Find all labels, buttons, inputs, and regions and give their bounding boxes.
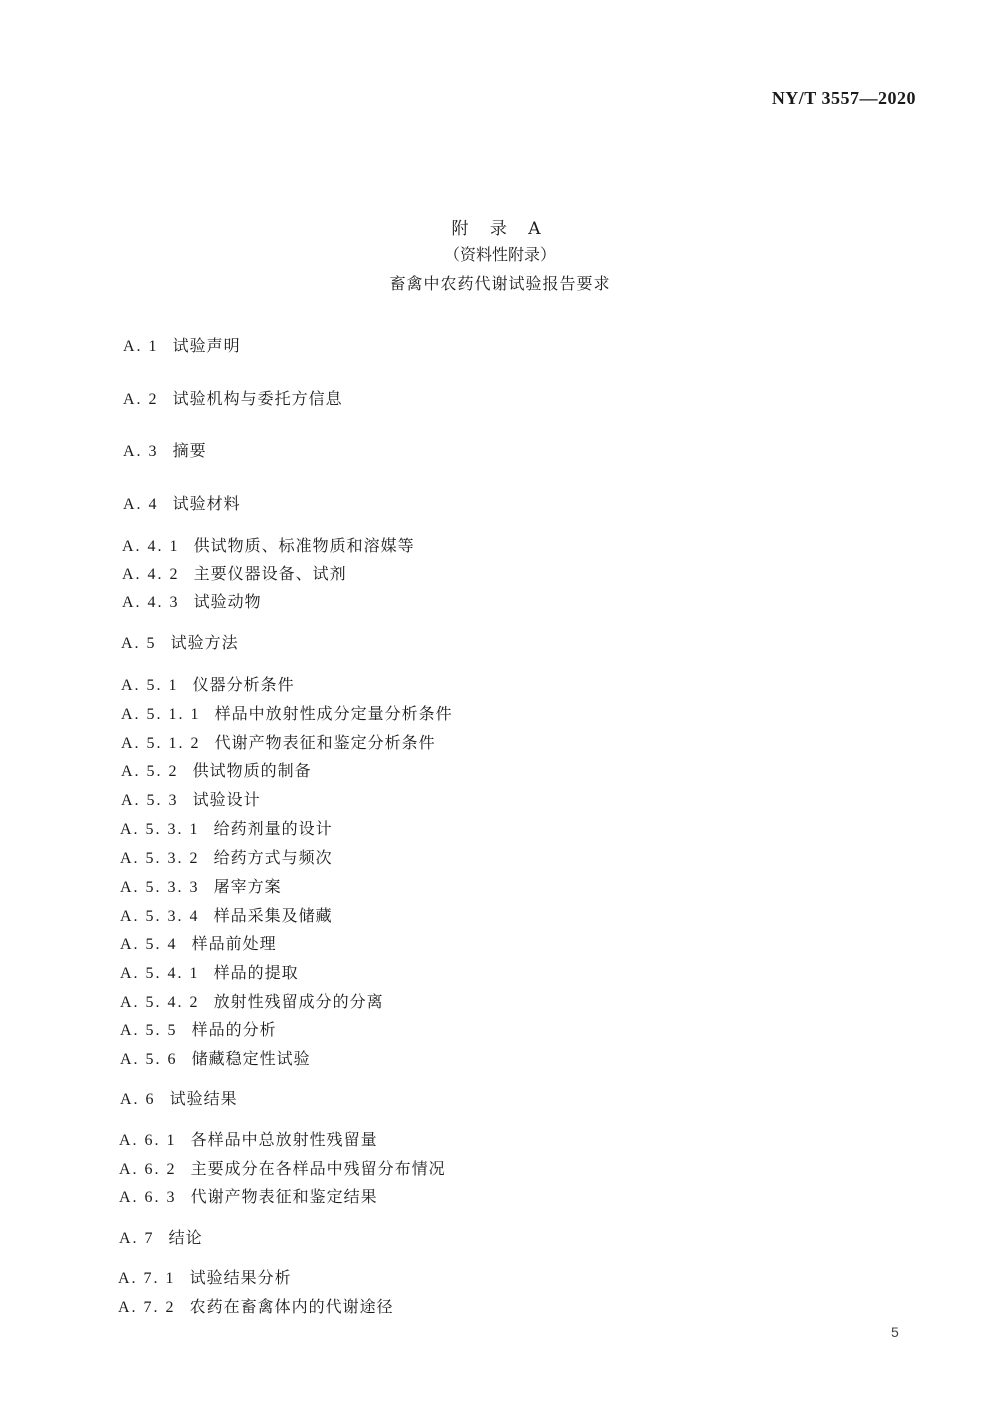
toc-number: A. 5. 3. 1 [120,821,200,838]
toc-number: A. 5. 5 [120,1022,178,1039]
toc-number: A. 5. 4 [120,936,178,953]
toc-title: 试验机构与委托方信息 [172,389,343,408]
toc-title: 试验动物 [193,592,262,611]
toc-title: 代谢产物表征和鉴定分析条件 [214,733,436,752]
toc-item [120,962,299,985]
toc-number: A. 5. 6 [120,1051,178,1068]
toc-item [119,1129,378,1152]
appendix-subtitle: （资料性附录） [443,245,556,264]
toc-title: 农药在畜禽体内的代谢途径 [189,1297,394,1316]
toc-item [121,789,261,812]
toc-item [118,1267,292,1290]
standard-code: NY/T 3557—2020 [771,88,916,108]
toc-item [121,703,453,726]
toc-number: A. 5. 3 [121,792,179,809]
toc-title: 样品的分析 [191,1020,277,1039]
appendix-name: 畜禽中农药代谢试验报告要求 [389,274,611,293]
toc-number: A. 3 [123,443,159,460]
toc-title: 供试物质的制备 [192,761,312,780]
toc-title: 摘要 [172,441,207,460]
toc-item [122,563,347,586]
toc-number: A. 6. 2 [119,1161,177,1178]
toc-item [123,493,241,516]
toc-item [120,905,333,928]
toc-number: A. 5. 2 [121,763,179,780]
toc-item [120,991,384,1014]
toc-item [119,1186,378,1209]
toc-title: 试验方法 [170,633,239,652]
toc-item [122,535,415,558]
toc-item [121,632,239,655]
toc-title: 仪器分析条件 [192,675,295,694]
toc-item [123,335,241,358]
toc-number: A. 4 [123,496,159,513]
toc-number: A. 7. 2 [118,1299,176,1316]
toc-number: A. 5. 1. 1 [121,706,201,723]
toc-number: A. 4. 1 [122,538,180,555]
toc-number: A. 4. 2 [122,566,180,583]
toc-title: 试验材料 [172,494,241,513]
toc-item [120,847,333,870]
toc-title: 样品采集及储藏 [213,906,333,925]
toc-title: 放射性残留成分的分离 [213,992,384,1011]
toc-item [121,732,436,755]
toc-number: A. 5. 3. 3 [120,879,200,896]
toc-number: A. 5. 3. 2 [120,850,200,867]
toc-number: A. 5 [121,635,157,652]
toc-item [122,591,262,614]
toc-title: 储藏稳定性试验 [191,1049,311,1068]
toc-number: A. 1 [123,338,159,355]
toc-number: A. 5. 4. 2 [120,994,200,1011]
toc-item [120,1048,311,1071]
toc-number: A. 5. 1 [121,677,179,694]
toc-title: 给药方式与频次 [213,848,333,867]
toc-item [118,1296,394,1319]
toc-item [119,1227,203,1250]
toc-item [121,760,312,783]
toc-title: 试验结果 [169,1089,238,1108]
toc-item [120,933,277,956]
toc-number: A. 6. 1 [119,1132,177,1149]
toc-title: 样品中放射性成分定量分析条件 [214,704,453,723]
toc-title: 结论 [168,1228,203,1247]
toc-title: 主要仪器设备、试剂 [193,564,347,583]
toc-number: A. 5. 1. 2 [121,735,201,752]
toc-title: 样品前处理 [191,934,277,953]
toc-item [120,818,333,841]
toc-title: 试验声明 [172,336,241,355]
toc-number: A. 5. 4. 1 [120,965,200,982]
toc-title: 试验设计 [192,790,261,809]
toc-item [121,674,295,697]
toc-number: A. 2 [123,391,159,408]
toc-item [120,1019,277,1042]
toc-number: A. 6. 3 [119,1189,177,1206]
toc-item [120,1088,238,1111]
toc-title: 供试物质、标准物质和溶媒等 [193,536,415,555]
toc-item [120,876,282,899]
appendix-title: 附 录 A [451,219,549,239]
toc-title: 给药剂量的设计 [213,819,333,838]
toc-item [119,1158,446,1181]
toc-number: A. 7 [119,1230,155,1247]
toc-item [123,388,343,411]
toc-number: A. 6 [120,1091,156,1108]
toc-number: A. 4. 3 [122,594,180,611]
toc-title: 各样品中总放射性残留量 [190,1130,378,1149]
toc-item [123,440,207,463]
toc-number: A. 5. 3. 4 [120,908,200,925]
toc-title: 屠宰方案 [213,877,282,896]
toc-title: 代谢产物表征和鉴定结果 [190,1187,378,1206]
toc-title: 样品的提取 [213,963,299,982]
toc-number: A. 7. 1 [118,1270,176,1287]
toc-title: 试验结果分析 [189,1268,292,1287]
page-number: 5 [891,1324,899,1340]
toc-title: 主要成分在各样品中残留分布情况 [190,1159,446,1178]
